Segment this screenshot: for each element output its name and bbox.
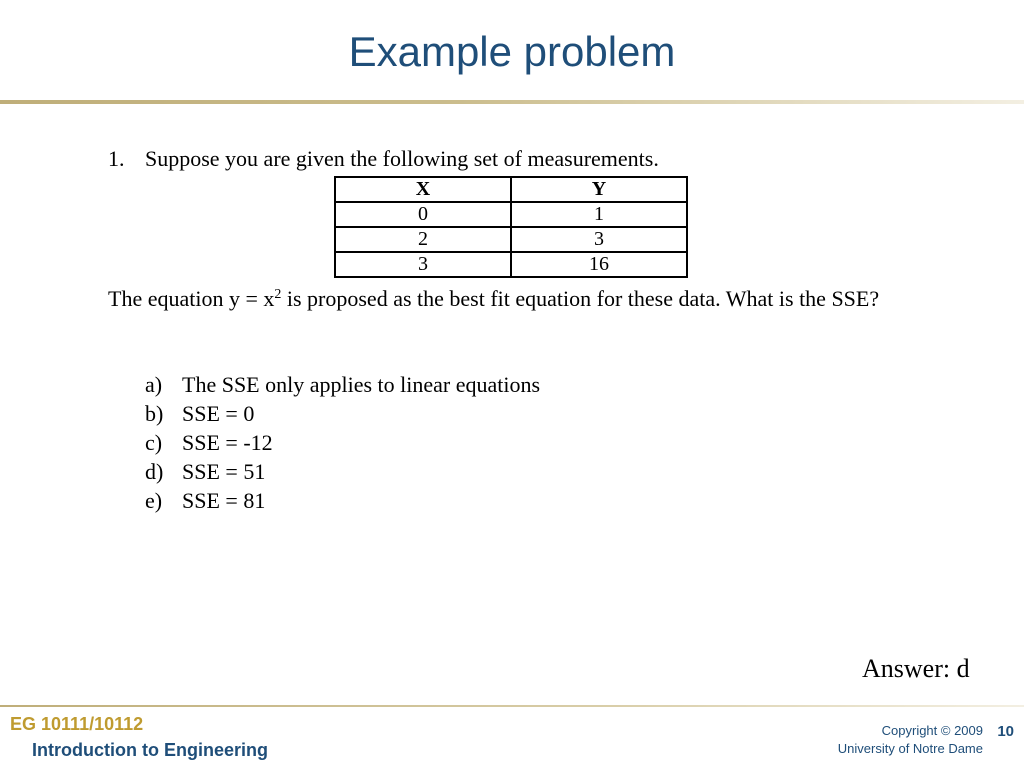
- question-text: Suppose you are given the following set of measurements.: [145, 146, 659, 171]
- table-cell: 1: [511, 202, 687, 227]
- table-cell: 0: [335, 202, 511, 227]
- table-header-row: [335, 177, 687, 202]
- equation-prefix: The equation y = x: [108, 286, 275, 311]
- table-row: [335, 252, 687, 277]
- question-number: 1.: [108, 146, 125, 171]
- slide-title: Example problem: [348, 28, 676, 75]
- equation-suffix: is proposed as the best fit equation for these data. What is the SSE?: [281, 286, 880, 311]
- title-divider: [0, 100, 1024, 104]
- table-row: [335, 202, 687, 227]
- table-cell: 2: [335, 227, 511, 252]
- choice-letter: a): [145, 372, 163, 397]
- table-cell: 3: [335, 252, 511, 277]
- course-code: EG 10111/10112: [10, 714, 144, 734]
- choice-letter: b): [145, 401, 164, 426]
- answer-choices: [145, 370, 540, 515]
- choice-d: [145, 457, 540, 486]
- choice-text: SSE = 0: [182, 401, 255, 426]
- copyright-line: Copyright © 2009: [881, 723, 983, 738]
- answer-text: Answer: d: [862, 654, 970, 683]
- choice-letter: d): [145, 459, 164, 484]
- footer-divider: [0, 705, 1024, 707]
- choice-text: SSE = -12: [182, 430, 273, 455]
- choice-text: SSE = 81: [182, 488, 266, 513]
- measurements-table: [334, 176, 688, 278]
- page-number: 10: [997, 723, 1014, 740]
- table-cell: 3: [511, 227, 687, 252]
- choice-letter: e): [145, 488, 163, 513]
- choice-text: SSE = 51: [182, 459, 266, 484]
- copyright-notice: [838, 722, 983, 758]
- institution-line: University of Notre Dame: [837, 741, 983, 756]
- table-header-y: Y: [511, 177, 687, 202]
- equation-exponent: 2: [274, 287, 282, 302]
- table-row: [335, 227, 687, 252]
- table-cell: 16: [511, 252, 687, 277]
- choice-text: The SSE only applies to linear equations: [182, 372, 541, 397]
- table-header-x: X: [335, 177, 511, 202]
- choice-e: [145, 486, 540, 515]
- choice-a: [145, 370, 540, 399]
- choice-letter: c): [145, 430, 163, 455]
- equation-text: [108, 284, 938, 314]
- choice-b: [145, 399, 540, 428]
- choice-c: [145, 428, 540, 457]
- course-name: Introduction to Engineering: [32, 740, 268, 760]
